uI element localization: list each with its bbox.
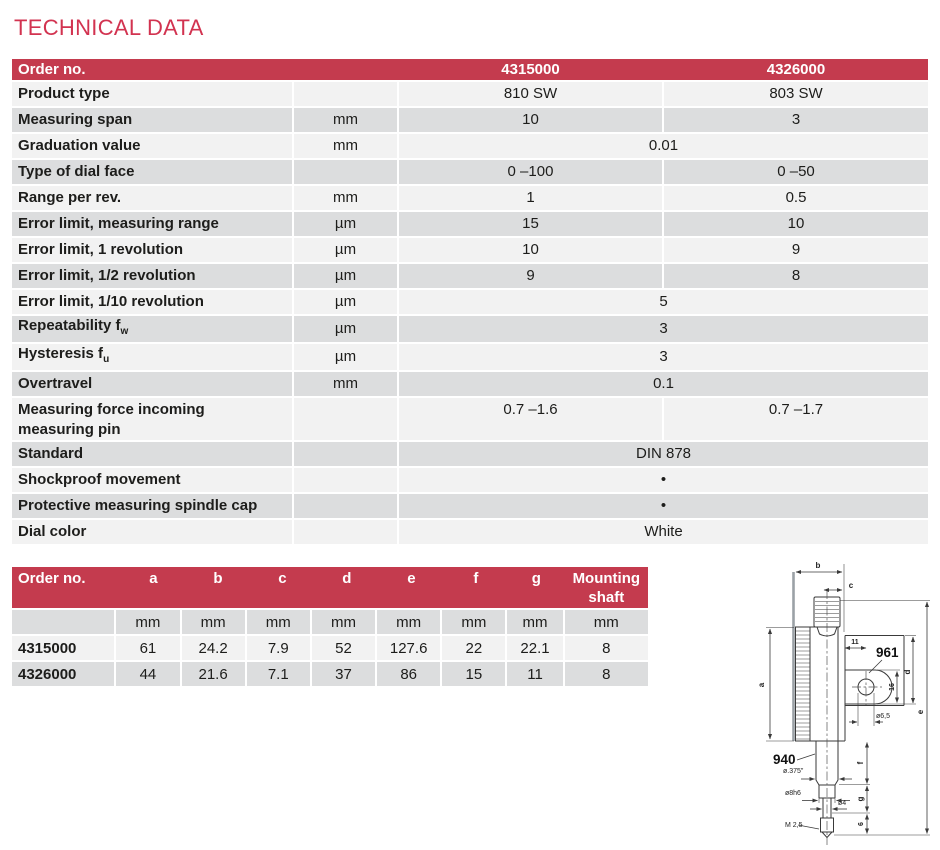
dims-value-cell: 44: [116, 662, 179, 686]
spec-value-cell: 3: [399, 344, 928, 370]
spec-value-cell: 0.1: [399, 372, 928, 396]
spec-unit-cell: µm: [294, 212, 397, 236]
spec-label-cell: Hysteresis $f_u$: [12, 344, 292, 370]
spec-value-cell: 0 –50: [664, 160, 928, 184]
dim-label-b: b: [815, 561, 821, 570]
spec-header-order-no: Order no.: [18, 61, 86, 78]
dims-units-row: [12, 610, 648, 634]
spec-value-cell: 5: [399, 290, 928, 314]
spec-row: [12, 372, 928, 396]
spec-row: [12, 212, 928, 236]
dims-header-g: g: [531, 570, 541, 587]
dims-header-c: c: [278, 570, 287, 587]
technical-data-table: [10, 57, 930, 546]
spec-row: [12, 316, 928, 342]
spec-value-cell: 0.5: [664, 186, 928, 210]
spec-value-cell: 10: [399, 238, 662, 262]
spec-unit-cell: µm: [294, 316, 397, 342]
spec-row: [12, 398, 928, 440]
spec-row: [12, 290, 928, 314]
dims-value-cell: 8: [565, 636, 648, 660]
dim-label-dia6-5: ø6,5: [876, 713, 891, 720]
spec-row: [12, 82, 928, 106]
dims-unit-cell: [12, 610, 114, 634]
dim-label-m25: M 2,5: [785, 822, 803, 829]
spec-header-order-4326000: 4326000: [766, 61, 826, 78]
spec-value-cell: 0 –100: [399, 160, 662, 184]
part-number-961: 961: [876, 645, 899, 660]
spec-label-cell: Product type: [12, 82, 292, 106]
spec-label-cell: Error limit, 1/2 revolution: [12, 264, 292, 288]
dims-header-bar: [12, 567, 648, 608]
spec-value-cell: 3: [399, 316, 928, 342]
spec-row: [12, 442, 928, 466]
indicator-outline: [794, 572, 905, 845]
spec-unit-cell: [294, 442, 397, 466]
spec-label-cell: Type of dial face: [12, 160, 292, 184]
dim-label-c: c: [848, 581, 854, 590]
dims-order-no-cell: 4326000: [12, 662, 114, 686]
spec-label-cell: Dial color: [12, 520, 292, 544]
spec-header-bar: [12, 59, 928, 80]
spec-value-cell: 10: [664, 212, 928, 236]
dims-value-cell: 127.6: [377, 636, 440, 660]
dims-value-cell: 61: [116, 636, 179, 660]
spec-value-cell: 810 SW: [399, 82, 662, 106]
dims-unit-cell: mm: [182, 610, 245, 634]
part-number-940: 940: [773, 752, 796, 767]
spec-value-cell: 3: [664, 108, 928, 132]
spec-value-cell: 10: [399, 108, 662, 132]
spec-value-cell: White: [399, 520, 928, 544]
spec-label-cell: Shockproof movement: [12, 468, 292, 492]
dims-unit-cell: mm: [247, 610, 310, 634]
dim-label-11: 11: [851, 639, 859, 646]
spec-label-cell: Error limit, 1 revolution: [12, 238, 292, 262]
spec-unit-cell: µm: [294, 344, 397, 370]
dims-header-f: f: [473, 570, 479, 587]
spec-row: [12, 160, 928, 184]
dim-label-f: f: [856, 761, 865, 765]
dim-label-6: 6: [858, 822, 865, 826]
spec-value-cell: 0.7 –1.6: [399, 398, 662, 440]
spec-unit-cell: mm: [294, 134, 397, 158]
spec-value-cell: •: [399, 468, 928, 492]
dims-value-cell: 24.2: [182, 636, 245, 660]
dim-label-e: e: [916, 709, 925, 715]
dims-unit-cell: mm: [312, 610, 375, 634]
dims-value-cell: 7.1: [247, 662, 310, 686]
spec-unit-cell: [294, 468, 397, 492]
spec-value-cell: 9: [664, 238, 928, 262]
spec-value-cell: 1: [399, 186, 662, 210]
spec-unit-cell: [294, 494, 397, 518]
spec-value-cell: 0.01: [399, 134, 928, 158]
spec-unit-cell: mm: [294, 372, 397, 396]
dims-value-cell: 15: [442, 662, 505, 686]
spec-value-cell: 803 SW: [664, 82, 928, 106]
spec-unit-cell: [294, 82, 397, 106]
spec-row: [12, 520, 928, 544]
spec-unit-cell: [294, 520, 397, 544]
dims-value-cell: 8: [565, 662, 648, 686]
spec-label-cell: Overtravel: [12, 372, 292, 396]
dial-indicator-drawing: [756, 552, 938, 850]
spec-label-cell: Repeatability $f_w$: [12, 316, 292, 342]
dim-label-dia8h6: ø8h6: [785, 790, 801, 797]
spec-unit-cell: [294, 160, 397, 184]
dims-unit-cell: mm: [442, 610, 505, 634]
spec-row: [12, 264, 928, 288]
dims-header-row: [12, 567, 648, 608]
spec-unit-cell: mm: [294, 108, 397, 132]
spec-label-cell: Range per rev.: [12, 186, 292, 210]
spec-row: [12, 186, 928, 210]
spec-row: [12, 344, 928, 370]
spec-row: [12, 238, 928, 262]
dims-value-cell: 22: [442, 636, 505, 660]
spec-label-cell: Measuring force incoming measuring pin: [12, 398, 292, 440]
spec-label-cell: Graduation value: [12, 134, 292, 158]
spec-unit-cell: µm: [294, 238, 397, 262]
dims-header-e: e: [407, 570, 416, 587]
dims-data-row: [12, 636, 648, 660]
dim-label-d: d: [903, 669, 912, 675]
dim-label-16: 16: [889, 683, 896, 691]
dims-order-no-cell: 4315000: [12, 636, 114, 660]
spec-label-cell: Standard: [12, 442, 292, 466]
dim-label-dia375: ø.375": [783, 768, 804, 775]
spec-label-cell: Error limit, measuring range: [12, 212, 292, 236]
spec-label-cell: Measuring span: [12, 108, 292, 132]
dims-unit-cell: mm: [116, 610, 179, 634]
spec-label-cell: Error limit, 1/10 revolution: [12, 290, 292, 314]
spec-label-cell: Protective measuring spindle cap: [12, 494, 292, 518]
spec-value-cell: 15: [399, 212, 662, 236]
dims-unit-cell: mm: [507, 610, 562, 634]
dims-header-d: d: [342, 570, 352, 587]
dims-unit-cell: mm: [377, 610, 440, 634]
dims-value-cell: 86: [377, 662, 440, 686]
spec-row: [12, 494, 928, 518]
dims-value-cell: 11: [507, 662, 562, 686]
page-title: TECHNICAL DATA: [14, 15, 204, 40]
spec-unit-cell: mm: [294, 186, 397, 210]
spec-row: [12, 468, 928, 492]
dims-header-a: a: [149, 570, 158, 587]
dims-header-order-no: Order no.: [18, 570, 86, 587]
dims-header-b: b: [213, 570, 223, 587]
spec-row: [12, 134, 928, 158]
dimension-labels: [757, 561, 925, 829]
spec-value-cell: 9: [399, 264, 662, 288]
spec-value-cell: 0.7 –1.7: [664, 398, 928, 440]
dimensions-table: [10, 565, 650, 688]
dims-value-cell: 52: [312, 636, 375, 660]
dims-value-cell: 22.1: [507, 636, 562, 660]
dims-data-row: [12, 662, 648, 686]
dim-label-a: a: [757, 682, 766, 688]
dims-value-cell: 7.9: [247, 636, 310, 660]
spec-unit-cell: µm: [294, 290, 397, 314]
spec-value-cell: DIN 878: [399, 442, 928, 466]
dim-label-dia4: ø4: [838, 800, 847, 807]
spec-value-cell: 8: [664, 264, 928, 288]
dims-value-cell: 21.6: [182, 662, 245, 686]
dims-unit-cell: mm: [565, 610, 648, 634]
spec-unit-cell: µm: [294, 264, 397, 288]
spec-value-cell: •: [399, 494, 928, 518]
dims-value-cell: 37: [312, 662, 375, 686]
drawing-svg: [756, 552, 938, 850]
dim-label-g: g: [856, 796, 865, 802]
dims-header-mounting-shaft: Mounting shaft: [572, 570, 641, 606]
spec-header-order-4315000: 4315000: [501, 61, 560, 78]
spec-row: [12, 108, 928, 132]
spec-header-row: [12, 59, 928, 80]
spec-unit-cell: [294, 398, 397, 440]
